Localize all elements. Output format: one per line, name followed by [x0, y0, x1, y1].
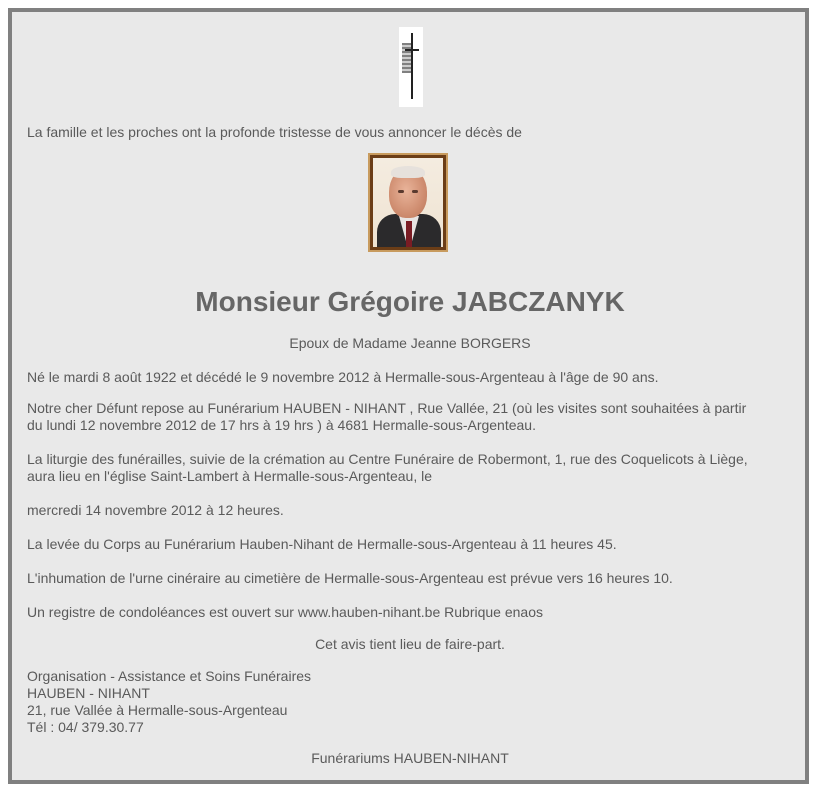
org-line-4: Tél : 04/ 379.30.77: [27, 719, 144, 735]
footer-line: Funérariums HAUBEN-NIHANT: [311, 750, 509, 766]
org-line-3: 21, rue Vallée à Hermalle-sous-Argenteau: [27, 702, 288, 718]
ceremony-date: mercredi 14 novembre 2012 à 12 heures.: [27, 502, 284, 518]
cross-horizontal: [405, 49, 419, 51]
cross-vertical: [411, 33, 413, 99]
intro-text: La famille et les proches ont la profonde tristesse de vous annoncer le décès de: [27, 124, 522, 140]
obituary-frame: [8, 8, 809, 784]
org-line-2: HAUBEN - NIHANT: [27, 685, 150, 701]
rest-line-2: du lundi 12 novembre 2012 de 17 hrs à 19 hrs ) à 4681 Hermalle-sous-Argenteau.: [27, 417, 536, 433]
inhumation-line: L'inhumation de l'urne cinéraire au cimetière de Hermalle-sous-Argenteau est prévue vers 16 heures 10.: [27, 570, 673, 586]
liturgy-line-1: La liturgie des funérailles, suivie de la crémation au Centre Funéraire de Robermont, 1, rue des Coquelicots à Liège,: [27, 451, 748, 467]
deceased-name: Monsieur Grégoire JABCZANYK: [195, 286, 625, 317]
liturgy-line-2: aura lieu en l'église Saint-Lambert à Hermalle-sous-Argenteau, le: [27, 468, 432, 484]
org-line-1: Organisation - Assistance et Soins Funéraires: [27, 668, 312, 684]
registry-line: Un registre de condoléances est ouvert sur www.hauben-nihant.be Rubrique enaos: [27, 604, 543, 620]
portrait-photo: [368, 153, 448, 252]
levee-line: La levée du Corps au Funérarium Hauben-Nihant de Hermalle-sous-Argenteau à 11 heures 45.: [27, 536, 617, 552]
spouse-line: Epoux de Madame Jeanne BORGERS: [289, 335, 531, 351]
birth-death-line: Né le mardi 8 août 1922 et décédé le 9 novembre 2012 à Hermalle-sous-Argenteau à l'âge de 90 ans.: [27, 369, 659, 385]
rest-line-1: Notre cher Défunt repose au Funérarium HAUBEN - NIHANT , Rue Vallée, 21 (où les visites sont souhaitées à partir: [27, 400, 747, 416]
cross-figure: [402, 43, 411, 73]
cross-icon: [399, 27, 423, 107]
notice-line: Cet avis tient lieu de faire-part.: [315, 636, 505, 652]
